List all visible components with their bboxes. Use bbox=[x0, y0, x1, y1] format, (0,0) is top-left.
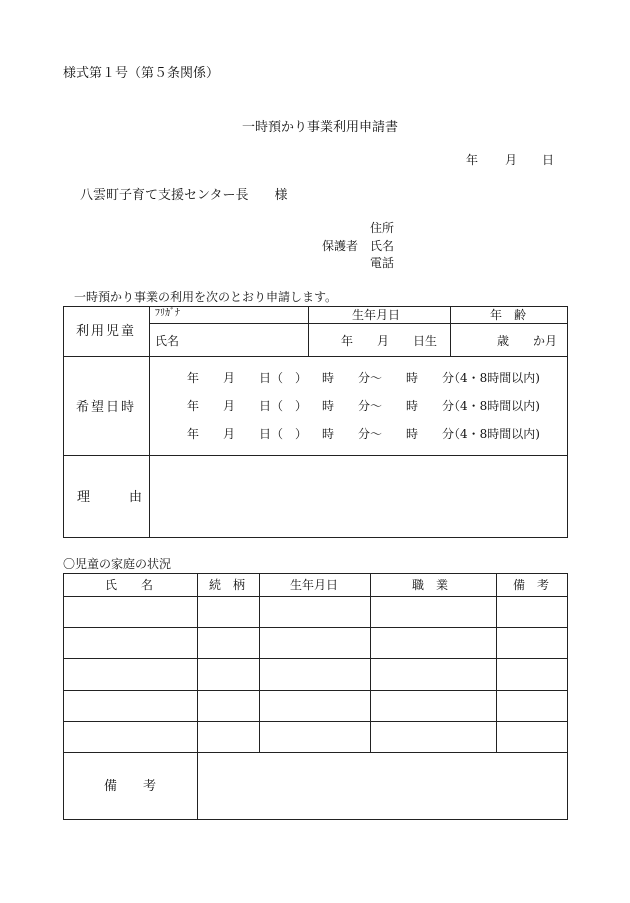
remarks-label: 備 考 bbox=[104, 779, 157, 794]
birthdate-header: 生年月日 bbox=[352, 308, 401, 322]
date-day-label: 日 bbox=[542, 153, 555, 167]
desired-date-2: 年 月 日（ ） bbox=[187, 399, 308, 413]
remarks-field[interactable] bbox=[198, 753, 567, 819]
column-header-birthdate: 生年月日 bbox=[290, 578, 339, 592]
guardian-label: 保護者 bbox=[322, 239, 359, 253]
time-limit-3: （4・8時間以内) bbox=[448, 427, 540, 441]
column-header-relationship: 続 柄 bbox=[209, 578, 246, 592]
table-row[interactable] bbox=[64, 722, 567, 752]
column-header-name: 氏 名 bbox=[105, 578, 154, 592]
age-value: 歳 か月 bbox=[497, 334, 558, 348]
date-month-label: 月 bbox=[505, 153, 518, 167]
desired-time-3: 時 分～ 時 分 bbox=[322, 427, 455, 441]
child-row-label: 利用児童 bbox=[76, 324, 137, 339]
desired-time-2: 時 分～ 時 分 bbox=[322, 399, 455, 413]
intro-text: 一時預かり事業の利用を次のとおり申請します。 bbox=[74, 290, 338, 304]
date-year-label: 年 bbox=[466, 153, 479, 167]
family-section-heading: 〇児童の家庭の状況 bbox=[63, 557, 172, 571]
reason-label: 理 由 bbox=[77, 490, 143, 505]
table-row[interactable] bbox=[64, 597, 567, 627]
column-header-occupation: 職 業 bbox=[412, 578, 449, 592]
guardian-name-label: 氏名 bbox=[370, 239, 395, 253]
page-title: 一時預かり事業利用申請書 bbox=[242, 120, 399, 135]
desired-date-1: 年 月 日（ ） bbox=[187, 371, 308, 385]
address-label: 住所 bbox=[370, 221, 395, 235]
phone-label: 電話 bbox=[370, 256, 395, 270]
table-row[interactable] bbox=[64, 628, 567, 658]
form-number: 様式第１号（第５条関係） bbox=[63, 66, 220, 81]
desired-date-3: 年 月 日（ ） bbox=[187, 427, 308, 441]
time-limit-2: （4・8時間以内) bbox=[448, 399, 540, 413]
desired-dates-label: 希望日時 bbox=[76, 400, 137, 415]
table-row[interactable] bbox=[64, 691, 567, 721]
reason-field[interactable] bbox=[150, 456, 567, 537]
furigana-label: ﾌﾘｶﾞﾅ bbox=[155, 308, 180, 319]
birthdate-value: 年 月 日生 bbox=[341, 334, 438, 348]
child-name-label: 氏名 bbox=[155, 334, 180, 348]
addressee: 八雲町子育て支援センター長 様 bbox=[80, 188, 288, 203]
age-header: 年 齢 bbox=[490, 308, 527, 322]
table-row[interactable] bbox=[64, 659, 567, 690]
time-limit-1: （4・8時間以内) bbox=[448, 371, 540, 385]
desired-time-1: 時 分～ 時 分 bbox=[322, 371, 455, 385]
column-header-remarks: 備 考 bbox=[513, 578, 550, 592]
